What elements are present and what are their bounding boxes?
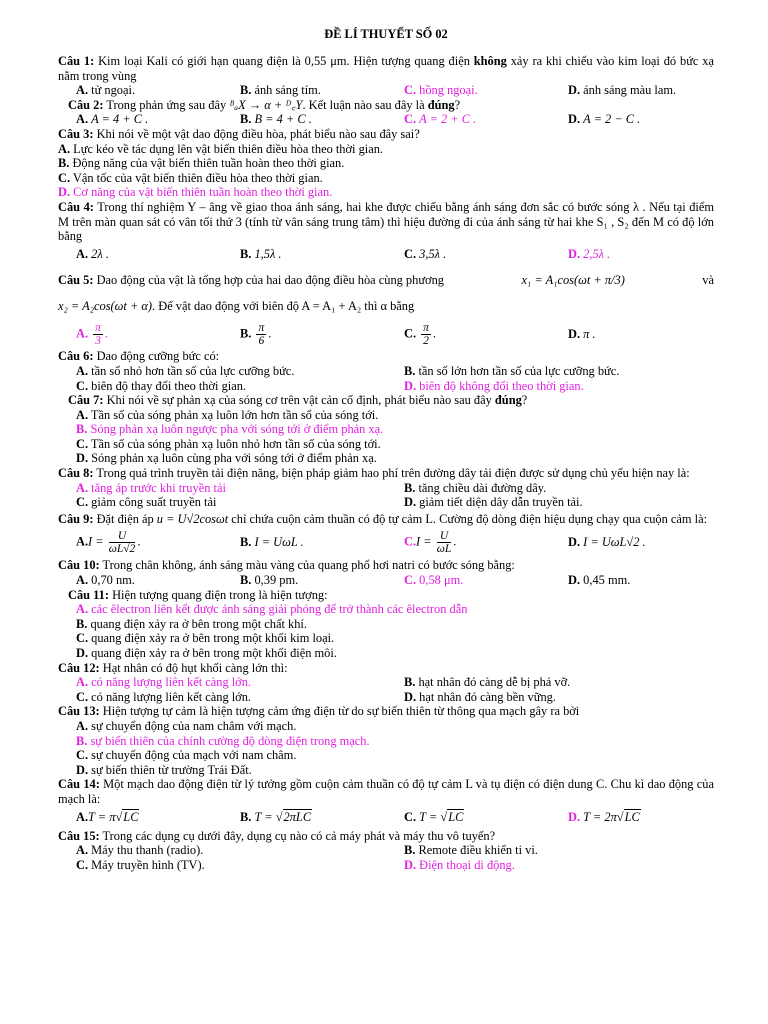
option-b[interactable]: B. tần số lớn hơn tần số của lực cưỡng bức.: [404, 363, 620, 378]
option-b[interactable]: B. 0,39 pm.: [240, 573, 299, 588]
option-d[interactable]: D. Sóng phản xạ luôn cùng pha với sóng tới ở điểm phản xạ.: [76, 451, 377, 466]
question-9: Câu 9: Đặt điện áp u = U√2cosωt chỉ chứa cuộn cảm thuần có độ tự cảm L. Cường độ dòng điện hiệu dụng chạy qua cuộn cảm là: A.I = $\frac{U}{\omega L√2}$ . B. I = UωL . C.I = $\frac{U}{\omega L}$ . D. I = UωL√2 .: [58, 512, 714, 559]
option-d[interactable]: D. giảm tiết diện dây dẫn truyền tải.: [404, 495, 583, 510]
options: [58, 247, 714, 262]
option-d[interactable]: D. 2,5λ .: [568, 246, 611, 261]
option-c[interactable]: C. quang điện xảy ra ở bên trong một khối kim loại.: [76, 631, 335, 646]
option-c[interactable]: C. Vận tốc của vật biến thiên điều hòa theo thời gian.: [58, 170, 323, 185]
question-7: Câu 7: Khi nói về sự phản xạ của sóng cơ trên vật cản cố định, phát biểu nào sau đây đúng? A. Tần số của sóng phản xạ luôn lớn hơn tần số của sóng tới. B. Sóng phản xạ luôn ngược pha với sóng tới ở điểm phản xạ. C. Tần số của sóng phản xạ luôn nhỏ hơn tần số của sóng tới. D. Sóng phản xạ luôn cùng pha với sóng tới ở điểm phản xạ.: [58, 393, 714, 466]
question-11: Câu 11: Hiện tượng quang điện trong là hiện tượng: A. các êlectron liên kết được ánh sáng giải phóng để trở thành các êlectron dẫn B. quang điện xảy ra ở bên trong một chất khí. C. quang điện xảy ra ở bên trong một khối kim loại. D. quang điện xảy ra ở bên trong một khối điện môi.: [58, 588, 714, 661]
option-c[interactable]: C. giảm công suất truyền tải: [76, 495, 217, 510]
option-c[interactable]: C. Tần số của sóng phản xạ luôn nhỏ hơn tần số của sóng tới.: [76, 436, 381, 451]
question-3: Câu 3: Khi nói về một vật dao động điều hòa, phát biểu nào sau đây sai? A. Lực kéo về tác dụng lên vật biến thiên điều hòa theo thời gian. B. Động năng của vật biến thiên tuần hoàn theo thời gian. C. Vận tốc của vật biến thiên điều hòa theo thời gian. D. Cơ năng của vật biến thiên tuần hoàn theo thời gian.: [58, 127, 714, 200]
option-b[interactable]: B. $\frac{\pi}{6}$ .: [240, 321, 272, 347]
question-13: Câu 13: Hiện tượng tự cảm là hiện tượng cảm ứng điện từ do sự biến thiên từ thông qua mạch gây ra bởi A. sự chuyển động của nam châm với mạch. B. sự biến thiên của chính cường độ dòng điện trong mạch. C. sự chuyển động của mạch với nam châm. D. sự biến thiên từ trường Trái Đất.: [58, 704, 714, 777]
option-a[interactable]: A. Lực kéo về tác dụng lên vật biến thiên điều hòa theo thời gian.: [58, 141, 384, 156]
question-label: Câu 1:: [58, 54, 95, 68]
option-c[interactable]: C. A = 2 + C .: [404, 112, 477, 127]
option-a[interactable]: A. tăng áp trước khi truyền tải: [76, 480, 226, 495]
option-c[interactable]: C. có năng lượng liên kết càng lớn.: [76, 689, 252, 704]
option-d[interactable]: D. quang điện xảy ra ở bên trong một khối điện môi.: [76, 646, 337, 660]
option-b[interactable]: B. Sóng phản xạ luôn ngược pha với sóng tới ở điểm phản xạ.: [76, 422, 384, 437]
question-10: Câu 10: Trong chân không, ánh sáng màu vàng của quang phổ hơi natri có bước sóng bằng: A. 0,70 nm. B. 0,39 pm. C. 0,58 μm. D. 0,45 mm.: [58, 558, 714, 587]
option-b[interactable]: B. quang điện xảy ra ở bên trong một chất khí.: [76, 616, 307, 631]
question-5: Câu 5: Dao động của vật là tổng hợp của hai dao động điều hòa cùng phương x₁ = A₁cos(ωt + π/3) và x₂ = A₂cos(ωt + α) . Để vật dao động với biên độ A = A₁ + A₂ thì α bằng A. $\frac{\pi}{3}$ . B. $\frac{\pi}{6}$ . C. $\frac{\pi}{2}$ . D. π .: [58, 267, 714, 349]
option-b[interactable]: B. T = √2πLC: [240, 810, 312, 825]
option-c[interactable]: C.I = $\frac{U}{\omega L}$ .: [404, 529, 457, 555]
option-c[interactable]: C. 3,5λ .: [404, 246, 447, 261]
option-b[interactable]: B. 1,5λ .: [240, 246, 282, 261]
option-d[interactable]: D. hạt nhân đó càng bền vững.: [404, 689, 556, 704]
option-d[interactable]: D. T = 2π√LC: [568, 810, 640, 825]
option-c[interactable]: C. T = √LC: [404, 810, 464, 825]
option-c[interactable]: C. $\frac{\pi}{2}$ .: [404, 321, 437, 347]
option-d[interactable]: D. ánh sáng màu lam.: [568, 83, 677, 98]
option-a[interactable]: A. Máy thu thanh (radio).: [76, 843, 204, 858]
option-c[interactable]: C. Máy truyền hình (TV).: [76, 857, 205, 872]
option-d[interactable]: D. sự biến thiên từ trường Trái Đất.: [76, 762, 252, 777]
option-b[interactable]: B. ánh sáng tím.: [240, 83, 321, 98]
question-1: Câu 1: Kim loại Kali có giới hạn quang điện là 0,55 μm. Hiện tượng quang điện không xảy ra khi chiếu vào kim loại đó bức xạ nằm trong vùng A. tử ngoại. B. ánh sáng tím. C. hồng ngoại. D. ánh sáng màu lam.: [58, 54, 714, 98]
option-a[interactable]: A. $\frac{\pi}{3}$ .: [76, 321, 109, 347]
option-b[interactable]: B. B = 4 + C .: [240, 112, 312, 127]
option-b[interactable]: B. hạt nhân đó càng dễ bị phá vỡ.: [404, 675, 571, 690]
question-4: Câu 4: Trong thí nghiệm Y – âng về giao thoa ánh sáng, hai khe được chiếu bằng ánh sáng đơn sắc có bước sóng λ . Nếu tại điểm M trên màn quan sát có vân tối thứ 3 (tính từ vân sáng trung tâm) thì hiệu đường đi của ánh sáng từ hai khe S₁ , S₂ đến M có độ lớn bằng A. 2λ . B. 1,5λ . C. 3,5λ . D. 2,5λ .: [58, 199, 714, 261]
option-a[interactable]: A. A = 4 + C .: [76, 112, 149, 127]
options: [58, 112, 714, 127]
option-d[interactable]: D. 0,45 mm.: [568, 573, 631, 588]
option-c[interactable]: C. hồng ngoại.: [404, 83, 478, 98]
option-c[interactable]: C. sự chuyển động của mạch với nam châm.: [76, 748, 297, 763]
option-a[interactable]: A. 2λ .: [76, 246, 109, 261]
option-d[interactable]: D. A = 2 − C .: [568, 112, 641, 127]
options: [58, 83, 714, 98]
option-d[interactable]: D. Cơ năng của vật biến thiên tuần hoàn theo thời gian.: [58, 185, 333, 200]
option-a[interactable]: A.I = $\frac{U}{\omega L√2}$ .: [76, 529, 141, 555]
question-15: Câu 15: Trong các dụng cụ dưới đây, dụng cụ nào có cả máy phát và máy thu vô tuyến? A. Máy thu thanh (radio). B. Remote điều khiển ti vi. C. Máy truyền hình (TV). D. Điện thoại di động.: [58, 829, 714, 873]
option-b[interactable]: B. tăng chiều dài đường dây.: [404, 480, 547, 495]
option-a[interactable]: A. các êlectron liên kết được ánh sáng giải phóng để trở thành các êlectron dẫn: [76, 602, 468, 617]
option-b[interactable]: B. sự biến thiên của chính cường độ dòng điện trong mạch.: [76, 733, 370, 748]
option-d[interactable]: D. Điện thoại di động.: [404, 857, 515, 872]
option-d[interactable]: D. π .: [568, 327, 596, 342]
option-a[interactable]: A. có năng lượng liên kết càng lớn.: [76, 675, 252, 690]
question-14: Câu 14: Một mạch dao động điện từ lý tưởng gồm cuộn cảm thuần có độ tự cảm L và tụ điện có điện dung C. Chu kì dao động của mạch là: A.T = π√LC B. T = √2πLC C. T = √LC D. T = 2π√LC: [58, 777, 714, 825]
option-a[interactable]: A. Tần số của sóng phản xạ luôn lớn hơn tần số của sóng tới.: [76, 407, 379, 422]
option-b[interactable]: B. Remote điều khiển ti vi.: [404, 843, 538, 858]
question-6: Câu 6: Dao động cưỡng bức có: A. tần số nhỏ hơn tần số của lực cưỡng bức. B. tần số lớn hơn tần số của lực cưỡng bức. C. biên độ thay đổi theo thời gian. D. biên độ không đổi theo thời gian.: [58, 349, 714, 393]
question-8: Câu 8: Trong quá trình truyền tải điện năng, biện pháp giảm hao phí trên đường dây tải điện được sử dụng chủ yếu hiện nay là: A. tăng áp trước khi truyền tải B. tăng chiều dài đường dây. C. giảm công suất truyền tải D. giảm tiết diện dây dẫn truyền tải.: [58, 466, 714, 510]
option-d[interactable]: D. I = UωL√2 .: [568, 535, 646, 550]
question-12: Câu 12: Hạt nhân có độ hụt khối càng lớn thì: A. có năng lượng liên kết càng lớn. B. hạt nhân đó càng dễ bị phá vỡ. C. có năng lượng liên kết càng lớn. D. hạt nhân đó càng bền vững.: [58, 661, 714, 705]
option-a[interactable]: A. tử ngoại.: [76, 83, 136, 98]
option-a[interactable]: A.T = π√LC: [76, 810, 139, 825]
exam-title: ĐỀ LÍ THUYẾT SỐ 02: [324, 27, 448, 41]
option-a[interactable]: A. sự chuyển động của nam châm với mạch.: [76, 718, 297, 733]
option-c[interactable]: C. 0,58 μm.: [404, 573, 464, 588]
option-c[interactable]: C. biên độ thay đổi theo thời gian.: [76, 378, 247, 393]
option-b[interactable]: B. Động năng của vật biến thiên tuần hoàn theo thời gian.: [58, 156, 345, 171]
option-a[interactable]: A. tần số nhỏ hơn tần số của lực cưỡng bức.: [76, 363, 295, 378]
exam-document: [58, 18, 714, 872]
option-d[interactable]: D. biên độ không đổi theo thời gian.: [404, 378, 584, 393]
options: [58, 319, 714, 349]
option-a[interactable]: A. 0,70 nm.: [76, 573, 135, 588]
option-b[interactable]: B. I = UωL .: [240, 535, 304, 550]
question-2: Câu 2: Trong phản ứng sau đây ᴮₐX → α + ᴰ꜀Y. Kết luận nào sau đây là đúng? A. A = 4 + C . B. B = 4 + C . C. A = 2 + C . D. A = 2 − C .: [58, 98, 714, 127]
